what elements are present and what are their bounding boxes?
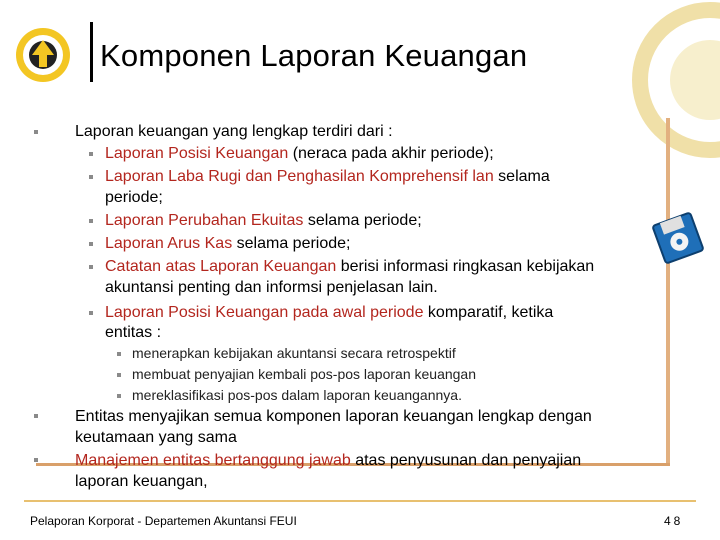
sub-list-item: menerapkan kebijakan akuntansi secara retrospektif bbox=[132, 345, 456, 361]
footer-text: Pelaporan Korporat - Departemen Akuntansi FEUI bbox=[30, 514, 297, 528]
bullet bbox=[34, 130, 38, 134]
bullet bbox=[89, 219, 93, 223]
bullet bbox=[117, 394, 121, 398]
bullet bbox=[89, 242, 93, 246]
list-item: Laporan Posisi Keuangan pada awal periode komparatif, ketika bbox=[105, 304, 554, 321]
red-term: Laporan Posisi Keuangan bbox=[105, 145, 289, 162]
red-term: Manajemen entitas bertanggung jawab bbox=[75, 452, 351, 469]
list-item-continuation: laporan keuangan, bbox=[75, 473, 208, 490]
floppy-disk-icon[interactable] bbox=[650, 210, 706, 266]
red-term: Laporan Posisi Keuangan pada awal periode bbox=[105, 304, 424, 321]
bullet bbox=[89, 175, 93, 179]
sub-list-item: membuat penyajian kembali pos-pos laporan keuangan bbox=[132, 366, 476, 382]
list-item: Laporan Perubahan Ekuitas selama periode; bbox=[105, 212, 422, 229]
bullet bbox=[117, 373, 121, 377]
bullet bbox=[89, 311, 93, 315]
list-item: Laporan keuangan yang lengkap terdiri dari : bbox=[75, 123, 393, 140]
bullet bbox=[117, 352, 121, 356]
red-term: Laporan Laba Rugi dan Penghasilan Komprehensif lan bbox=[105, 168, 494, 185]
list-item-continuation: keutamaan yang sama bbox=[75, 429, 237, 446]
list-item: Laporan Arus Kas selama periode; bbox=[105, 235, 351, 252]
sub-list-item: mereklasifikasi pos-pos dalam laporan keuangannya. bbox=[132, 387, 462, 403]
list-item: Laporan Posisi Keuangan (neraca pada akhir periode); bbox=[105, 145, 494, 162]
list-item: Entitas menyajikan semua komponen laporan keuangan lengkap dengan bbox=[75, 408, 592, 425]
bullet bbox=[89, 152, 93, 156]
page-title: Komponen Laporan Keuangan bbox=[100, 38, 528, 73]
list-item: Catatan atas Laporan Keuangan berisi informasi ringkasan kebijakan bbox=[105, 258, 595, 275]
red-term: Laporan Arus Kas bbox=[105, 235, 233, 252]
red-term: Catatan atas Laporan Keuangan bbox=[105, 258, 337, 275]
page-number: 48 bbox=[664, 514, 684, 528]
list-item: Laporan Laba Rugi dan Penghasilan Komprehensif lan selama bbox=[105, 168, 550, 185]
list-item: Manajemen entitas bertanggung jawab atas penyusunan dan penyajian bbox=[75, 452, 582, 469]
list-item-continuation: periode; bbox=[105, 189, 163, 206]
footer-divider bbox=[24, 500, 696, 502]
university-logo bbox=[14, 26, 72, 84]
title-divider bbox=[90, 22, 93, 82]
content-frame-right bbox=[666, 118, 670, 464]
red-term: Laporan Perubahan Ekuitas bbox=[105, 212, 304, 229]
bullet bbox=[89, 265, 93, 269]
list-item-continuation: entitas : bbox=[105, 324, 162, 341]
list-item-continuation: akuntansi penting dan informsi penjelasan lain. bbox=[105, 279, 438, 296]
bullet bbox=[34, 458, 38, 462]
bullet bbox=[34, 414, 38, 418]
